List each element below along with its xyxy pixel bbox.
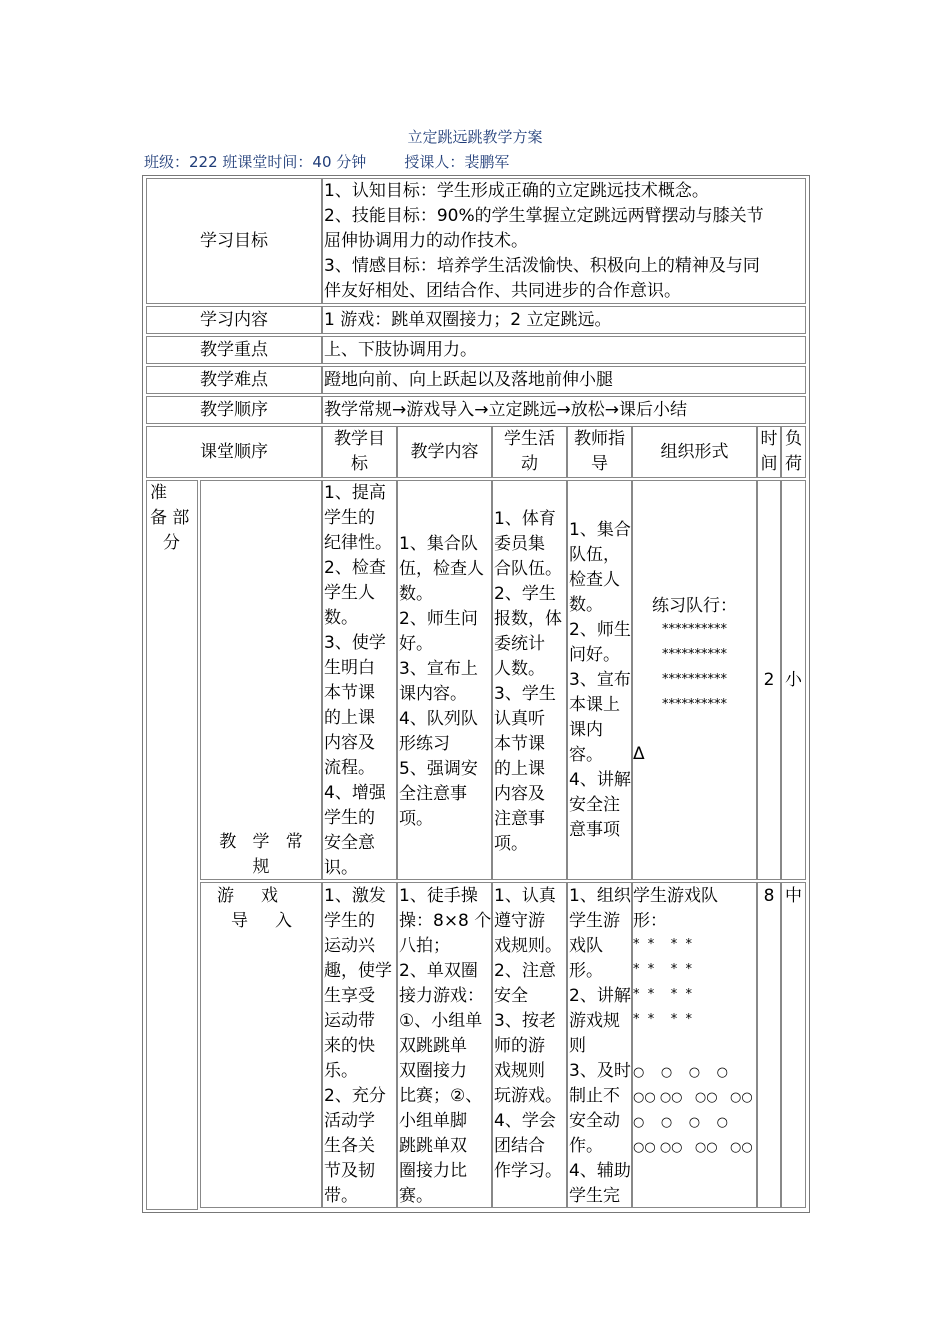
part-label-line-3: 分 <box>163 533 180 553</box>
formation-row: ********** <box>662 622 727 637</box>
header-student-line-1: 学生活 <box>504 429 555 449</box>
header-teacher-line-1: 教师指 <box>574 429 625 449</box>
part-label-line-2: 备 部 <box>150 508 190 528</box>
formation-row: ********** <box>662 672 727 687</box>
part-label-line-1: 准 <box>150 483 167 503</box>
label-content: 学习内容 <box>200 310 268 330</box>
section-name-cell-routine <box>200 480 322 880</box>
formation-title: 练习队行： <box>652 596 737 616</box>
part-cell <box>146 480 198 1210</box>
header-form-label: 组织形式 <box>660 442 729 462</box>
section-name-game-2: 导 入 <box>231 911 293 931</box>
header-goal-line-1: 教学目 <box>334 429 385 449</box>
game-time: 8 <box>763 886 775 906</box>
document-title: 立定跳远跳教学方案 <box>407 128 543 146</box>
label-sequence: 教学顺序 <box>200 400 268 420</box>
section-name-routine-1: 教 学 常 <box>219 832 303 852</box>
header-time-line-2: 间 <box>760 454 778 474</box>
load-cell-game <box>781 882 806 1208</box>
header-goal-line-2: 标 <box>351 454 368 474</box>
header-content-label: 教学内容 <box>410 442 479 462</box>
content-text: 1 游戏：跳单双圈接力；2 立定跳远。 <box>324 310 612 330</box>
formation-row: ********** <box>662 697 727 712</box>
key-point-text: 上、下肢协调用力。 <box>324 340 477 360</box>
time-cell-game <box>757 882 781 1208</box>
sequence-text: 教学常规→游戏导入→立定跳远→放松→课后小结 <box>324 400 687 420</box>
game-load: 中 <box>785 886 802 906</box>
header-teacher-line-2: 导 <box>591 454 608 474</box>
header-student-line-2: 动 <box>521 454 538 474</box>
header-time-line-1: 时 <box>760 429 778 449</box>
formation-row: ********** <box>662 647 727 662</box>
label-objectives: 学习目标 <box>200 231 268 251</box>
label-key-point: 教学重点 <box>200 340 268 360</box>
header-order-label: 课堂顺序 <box>200 442 268 462</box>
section-name-routine-2: 规 <box>252 857 270 877</box>
difficulty-text: 蹬地向前、向上跃起以及落地前伸小腿 <box>324 370 613 390</box>
header-load-line-1: 负 <box>785 429 802 449</box>
section-name-game-1: 游 戏 <box>217 886 279 906</box>
label-difficulty: 教学难点 <box>200 370 268 390</box>
header-load-line-2: 荷 <box>785 454 802 474</box>
routine-time: 2 <box>763 670 775 690</box>
routine-load: 小 <box>785 670 802 690</box>
teacher-position-marker: Δ <box>633 744 645 764</box>
class-meta-line: 班级：222 班课堂时间：40 分钟 授课人：裴鹏军 <box>144 153 510 171</box>
